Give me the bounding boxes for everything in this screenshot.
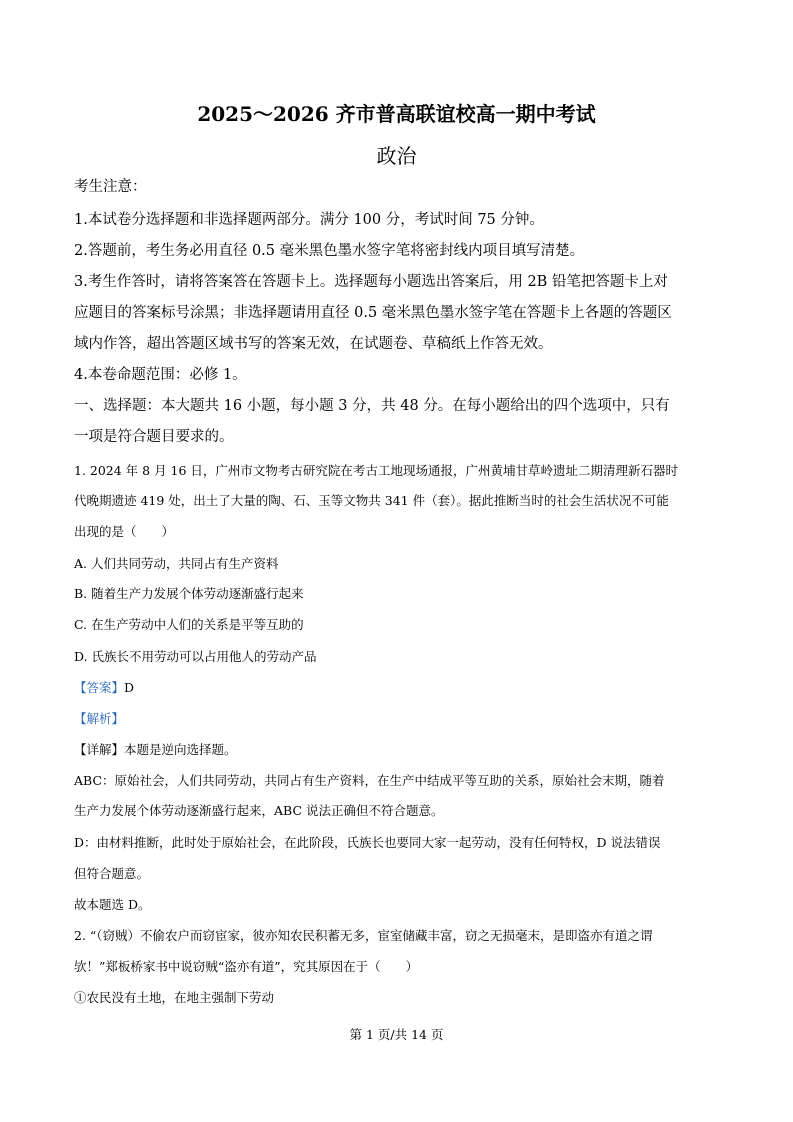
q1-d-line-1: D：由材料推断，此时处于原始社会，在此阶段，氏族长也要同大家一起劳动，没有任何特权，D 说法错误 (74, 835, 661, 850)
section-heading-line-2: 一项是符合题目要求的。 (74, 429, 234, 445)
q2-stem-line-1: 2. “（窃贼）不偷农户而窃宦家，彼亦知农民积蓄无多，宦室储藏丰富，窃之无损毫末，是即盗亦有道之谓 (74, 928, 653, 943)
q1-stem-line-1: 1. 2024 年 8 月 16 日，广州市文物考古研究院在考古工地现场通报，广州黄埔甘草岭遗址二期清理新石器时 (74, 463, 678, 478)
q1-detail (74, 741, 237, 759)
section-heading-line-1: 一、选择题：本大题共 16 小题，每小题 3 分，共 48 分。在每小题给出的四个选项中，只有 (74, 398, 670, 414)
notice-heading: 考生注意： (74, 179, 147, 195)
q1-answer (74, 679, 134, 697)
notice-item-1: 1.本试卷分选择题和非选择题两部分。满分 100 分，考试时间 75 分钟。 (74, 212, 544, 228)
notice-item-2: 2.答题前，考生务必用直径 0.5 毫米黑色墨水签字笔将密封线内项目填写清楚。 (74, 243, 585, 259)
q1-abc-line-2: 生产力发展个体劳动逐渐盛行起来，ABC 说法正确但不符合题意。 (74, 803, 444, 818)
answer-value: D (124, 680, 135, 695)
detail-label: 【详解】 (74, 742, 125, 757)
q1-option-c: C. 在生产劳动中人们的关系是平等互助的 (74, 617, 304, 632)
q1-option-b: B. 随着生产力发展个体劳动逐渐盛行起来 (74, 586, 304, 601)
q1-stem-line-2: 代晚期遗迹 419 处，出土了大量的陶、石、玉等文物共 341 件（套）。据此推断当时的社会生活状况不可能 (74, 493, 669, 508)
q1-conclusion: 故本题选 D。 (74, 897, 151, 912)
notice-item-3-line-2: 应题目的答案标号涂黑；非选择题请用直径 0.5 毫米黑色墨水签字笔在答题卡上各题的答题区 (74, 305, 672, 321)
q2-option-1: ①农民没有土地，在地主强制下劳动 (74, 990, 275, 1005)
exam-title: 2025～2026 齐市普高联谊校高一期中考试 (197, 102, 596, 126)
q2-stem-line-2: 欤！”郑板桥家书中说窃贼“盗亦有道”，究其原因在于（ ） (74, 959, 419, 974)
page-footer: 第 1 页/共 14 页 (349, 1027, 444, 1042)
q1-option-a: A. 人们共同劳动，共同占有生产资料 (74, 556, 279, 571)
q1-abc-line-1: ABC：原始社会，人们共同劳动，共同占有生产资料，在生产中结成平等互助的关系，原始社会末期，随着 (74, 773, 665, 788)
q1-stem-line-3: 出现的是（ ） (74, 524, 175, 539)
detail-text: 本题是逆向选择题。 (124, 742, 237, 757)
notice-item-3-line-3: 域内作答，超出答题区域书写的答案无效，在试题卷、草稿纸上作答无效。 (74, 336, 553, 352)
notice-item-3-line-1: 3.考生作答时，请将答案答在答题卡上。选择题每小题选出答案后，用 2B 铅笔把答题卡上对 (74, 274, 668, 290)
notice-item-4: 4.本卷命题范围：必修 1。 (74, 367, 247, 383)
q1-d-line-2: 但符合题意。 (74, 866, 150, 881)
answer-label: 【答案】 (74, 680, 125, 695)
analysis-label: 【解析】 (74, 711, 125, 726)
subject-title: 政治 (376, 144, 417, 168)
q1-option-d: D. 氏族长不用劳动可以占用他人的劳动产品 (74, 649, 317, 664)
